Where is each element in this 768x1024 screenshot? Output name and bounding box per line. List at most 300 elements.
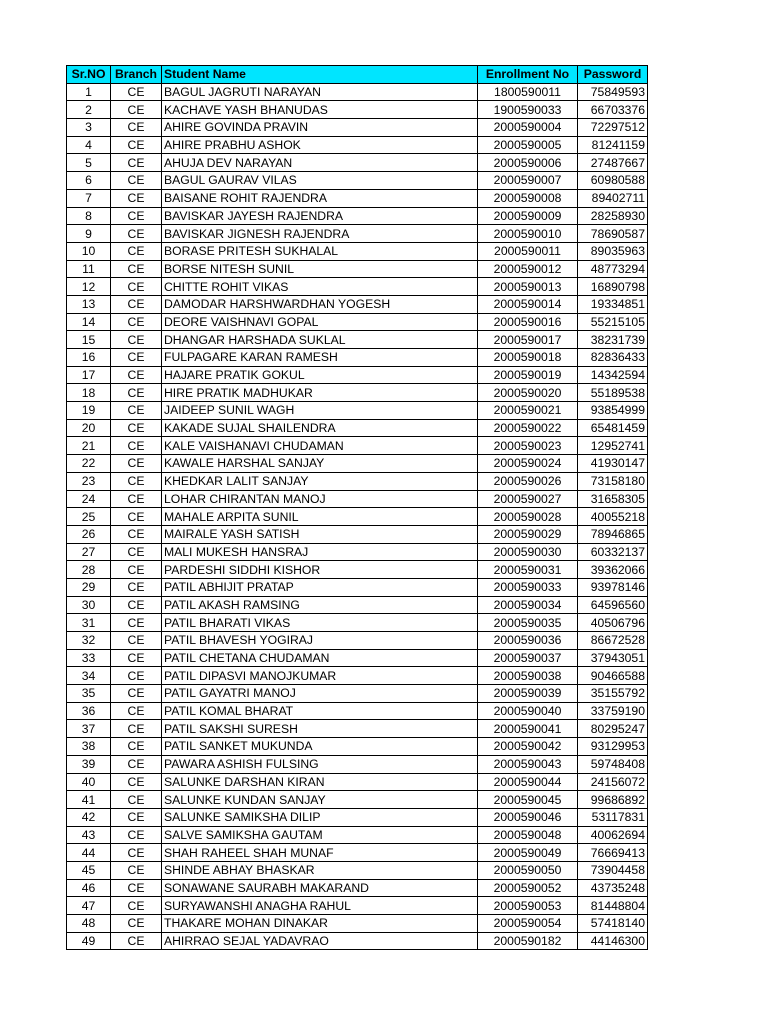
sr-no-cell: 14 — [67, 313, 111, 331]
branch-cell: CE — [111, 826, 162, 844]
table-row — [67, 702, 648, 720]
branch-cell: CE — [111, 189, 162, 207]
branch-cell: CE — [111, 720, 162, 738]
table-row — [67, 402, 648, 420]
student-name-cell: KACHAVE YASH BHANUDAS — [162, 101, 478, 119]
branch-cell: CE — [111, 154, 162, 172]
student-name-cell: JAIDEEP SUNIL WAGH — [162, 402, 478, 420]
sr-no-cell: 6 — [67, 172, 111, 190]
branch-cell: CE — [111, 349, 162, 367]
student-name-cell: PATIL AKASH RAMSING — [162, 596, 478, 614]
sr-no-cell: 23 — [67, 472, 111, 490]
enrollment-no-cell: 2000590022 — [478, 419, 578, 437]
table-row — [67, 472, 648, 490]
sr-no-cell: 30 — [67, 596, 111, 614]
student-name-cell: PAWARA ASHISH FULSING — [162, 755, 478, 773]
branch-cell: CE — [111, 295, 162, 313]
enrollment-no-cell: 2000590050 — [478, 861, 578, 879]
sr-no-cell: 45 — [67, 861, 111, 879]
table-row — [67, 278, 648, 296]
password-cell: 40062694 — [578, 826, 648, 844]
student-name-cell: MAHALE ARPITA SUNIL — [162, 508, 478, 526]
sr-no-cell: 31 — [67, 614, 111, 632]
branch-cell: CE — [111, 879, 162, 897]
table-row — [67, 119, 648, 137]
student-table — [66, 65, 648, 950]
branch-cell: CE — [111, 897, 162, 915]
table-row — [67, 543, 648, 561]
password-cell: 35155792 — [578, 685, 648, 703]
branch-cell: CE — [111, 791, 162, 809]
student-name-cell: AHIRE GOVINDA PRAVIN — [162, 119, 478, 137]
password-cell: 59748408 — [578, 755, 648, 773]
sr-no-cell: 39 — [67, 755, 111, 773]
sr-no-cell: 3 — [67, 119, 111, 137]
branch-cell: CE — [111, 260, 162, 278]
sr-no-cell: 4 — [67, 136, 111, 154]
password-cell: 80295247 — [578, 720, 648, 738]
table-row — [67, 136, 648, 154]
enrollment-no-cell: 2000590016 — [478, 313, 578, 331]
sr-no-cell: 19 — [67, 402, 111, 420]
password-cell: 37943051 — [578, 649, 648, 667]
table-row — [67, 83, 648, 101]
sr-no-cell: 44 — [67, 844, 111, 862]
password-cell: 41930147 — [578, 455, 648, 473]
sr-no-cell: 13 — [67, 295, 111, 313]
student-name-cell: PATIL GAYATRI MANOJ — [162, 685, 478, 703]
password-cell: 31658305 — [578, 490, 648, 508]
sr-no-cell: 37 — [67, 720, 111, 738]
student-name-cell: SALUNKE DARSHAN KIRAN — [162, 773, 478, 791]
password-cell: 43735248 — [578, 879, 648, 897]
table-row — [67, 755, 648, 773]
sr-no-cell: 18 — [67, 384, 111, 402]
branch-cell: CE — [111, 561, 162, 579]
student-name-cell: KAWALE HARSHAL SANJAY — [162, 455, 478, 473]
table-row — [67, 508, 648, 526]
branch-cell: CE — [111, 437, 162, 455]
student-name-cell: PATIL ABHIJIT PRATAP — [162, 578, 478, 596]
sr-no-cell: 28 — [67, 561, 111, 579]
student-name-cell: CHITTE ROHIT VIKAS — [162, 278, 478, 296]
enrollment-no-cell: 2000590041 — [478, 720, 578, 738]
table-row — [67, 260, 648, 278]
sr-no-cell: 48 — [67, 915, 111, 933]
sr-no-cell: 35 — [67, 685, 111, 703]
table-row — [67, 932, 648, 950]
sr-no-cell: 9 — [67, 225, 111, 243]
sr-no-cell: 10 — [67, 242, 111, 260]
table-row — [67, 189, 648, 207]
student-name-cell: DHANGAR HARSHADA SUKLAL — [162, 331, 478, 349]
student-name-cell: PATIL CHETANA CHUDAMAN — [162, 649, 478, 667]
password-cell: 99686892 — [578, 791, 648, 809]
sr-no-cell: 32 — [67, 632, 111, 650]
password-cell: 90466588 — [578, 667, 648, 685]
sr-no-cell: 22 — [67, 455, 111, 473]
enrollment-no-cell: 2000590014 — [478, 295, 578, 313]
table-row — [67, 738, 648, 756]
student-name-cell: SURYAWANSHI ANAGHA RAHUL — [162, 897, 478, 915]
branch-cell: CE — [111, 455, 162, 473]
enrollment-no-cell: 2000590009 — [478, 207, 578, 225]
table-row — [67, 313, 648, 331]
password-cell: 60980588 — [578, 172, 648, 190]
password-cell: 73158180 — [578, 472, 648, 490]
branch-cell: CE — [111, 773, 162, 791]
student-name-cell: SHINDE ABHAY BHASKAR — [162, 861, 478, 879]
sr-no-cell: 29 — [67, 578, 111, 596]
password-cell: 16890798 — [578, 278, 648, 296]
table-row — [67, 242, 648, 260]
enrollment-no-cell: 2000590006 — [478, 154, 578, 172]
table-row — [67, 596, 648, 614]
table-row — [67, 490, 648, 508]
student-name-cell: PATIL DIPASVI MANOJKUMAR — [162, 667, 478, 685]
password-cell: 65481459 — [578, 419, 648, 437]
password-cell: 73904458 — [578, 861, 648, 879]
password-cell: 66703376 — [578, 101, 648, 119]
password-cell: 93129953 — [578, 738, 648, 756]
password-cell: 33759190 — [578, 702, 648, 720]
table-row — [67, 154, 648, 172]
sr-no-cell: 25 — [67, 508, 111, 526]
table-row — [67, 295, 648, 313]
password-cell: 39362066 — [578, 561, 648, 579]
header-row — [67, 66, 648, 84]
student-name-cell: SALVE SAMIKSHA GAUTAM — [162, 826, 478, 844]
password-cell: 53117831 — [578, 808, 648, 826]
branch-cell: CE — [111, 313, 162, 331]
student-name-cell: LOHAR CHIRANTAN MANOJ — [162, 490, 478, 508]
student-name-cell: KALE VAISHANAVI CHUDAMAN — [162, 437, 478, 455]
table-row — [67, 561, 648, 579]
enrollment-no-cell: 2000590040 — [478, 702, 578, 720]
enrollment-no-cell: 2000590039 — [478, 685, 578, 703]
password-cell: 57418140 — [578, 915, 648, 933]
password-cell: 93978146 — [578, 578, 648, 596]
branch-cell: CE — [111, 119, 162, 137]
enrollment-no-cell: 1800590011 — [478, 83, 578, 101]
table-row — [67, 649, 648, 667]
enrollment-no-cell: 2000590012 — [478, 260, 578, 278]
branch-cell: CE — [111, 472, 162, 490]
enrollment-no-cell: 2000590043 — [478, 755, 578, 773]
header-password: Password — [578, 66, 648, 84]
table-row — [67, 632, 648, 650]
branch-cell: CE — [111, 225, 162, 243]
branch-cell: CE — [111, 402, 162, 420]
sr-no-cell: 5 — [67, 154, 111, 172]
password-cell: 78946865 — [578, 525, 648, 543]
student-name-cell: AHIRRAO SEJAL YADAVRAO — [162, 932, 478, 950]
sr-no-cell: 1 — [67, 83, 111, 101]
student-name-cell: DAMODAR HARSHWARDHAN YOGESH — [162, 295, 478, 313]
sr-no-cell: 16 — [67, 349, 111, 367]
sr-no-cell: 43 — [67, 826, 111, 844]
branch-cell: CE — [111, 543, 162, 561]
password-cell: 72297512 — [578, 119, 648, 137]
password-cell: 19334851 — [578, 295, 648, 313]
enrollment-no-cell: 2000590054 — [478, 915, 578, 933]
branch-cell: CE — [111, 419, 162, 437]
student-name-cell: BAISANE ROHIT RAJENDRA — [162, 189, 478, 207]
table-row — [67, 207, 648, 225]
header-enrollment-no: Enrollment No — [478, 66, 578, 84]
branch-cell: CE — [111, 738, 162, 756]
password-cell: 40506796 — [578, 614, 648, 632]
enrollment-no-cell: 2000590036 — [478, 632, 578, 650]
table-row — [67, 897, 648, 915]
sr-no-cell: 38 — [67, 738, 111, 756]
password-cell: 14342594 — [578, 366, 648, 384]
table-row — [67, 614, 648, 632]
table-row — [67, 419, 648, 437]
password-cell: 44146300 — [578, 932, 648, 950]
sr-no-cell: 20 — [67, 419, 111, 437]
enrollment-no-cell: 2000590007 — [478, 172, 578, 190]
password-cell: 81448804 — [578, 897, 648, 915]
branch-cell: CE — [111, 384, 162, 402]
branch-cell: CE — [111, 632, 162, 650]
table-row — [67, 861, 648, 879]
branch-cell: CE — [111, 808, 162, 826]
student-name-cell: PARDESHI SIDDHI KISHOR — [162, 561, 478, 579]
branch-cell: CE — [111, 490, 162, 508]
branch-cell: CE — [111, 755, 162, 773]
student-name-cell: AHIRE PRABHU ASHOK — [162, 136, 478, 154]
student-name-cell: SONAWANE SAURABH MAKARAND — [162, 879, 478, 897]
branch-cell: CE — [111, 861, 162, 879]
branch-cell: CE — [111, 508, 162, 526]
enrollment-no-cell: 2000590019 — [478, 366, 578, 384]
table-row — [67, 720, 648, 738]
sr-no-cell: 27 — [67, 543, 111, 561]
branch-cell: CE — [111, 136, 162, 154]
branch-cell: CE — [111, 667, 162, 685]
branch-cell: CE — [111, 596, 162, 614]
sr-no-cell: 49 — [67, 932, 111, 950]
student-name-cell: HIRE PRATIK MADHUKAR — [162, 384, 478, 402]
enrollment-no-cell: 2000590030 — [478, 543, 578, 561]
password-cell: 64596560 — [578, 596, 648, 614]
password-cell: 89402711 — [578, 189, 648, 207]
branch-cell: CE — [111, 649, 162, 667]
enrollment-no-cell: 2000590044 — [478, 773, 578, 791]
student-name-cell: BAVISKAR JIGNESH RAJENDRA — [162, 225, 478, 243]
branch-cell: CE — [111, 278, 162, 296]
enrollment-no-cell: 2000590023 — [478, 437, 578, 455]
branch-cell: CE — [111, 685, 162, 703]
sr-no-cell: 34 — [67, 667, 111, 685]
enrollment-no-cell: 2000590045 — [478, 791, 578, 809]
table-row — [67, 667, 648, 685]
password-cell: 55189538 — [578, 384, 648, 402]
branch-cell: CE — [111, 331, 162, 349]
header-sr-no: Sr.NO — [67, 66, 111, 84]
sr-no-cell: 36 — [67, 702, 111, 720]
enrollment-no-cell: 2000590042 — [478, 738, 578, 756]
enrollment-no-cell: 2000590031 — [478, 561, 578, 579]
student-name-cell: FULPAGARE KARAN RAMESH — [162, 349, 478, 367]
table-row — [67, 366, 648, 384]
student-name-cell: PATIL KOMAL BHARAT — [162, 702, 478, 720]
enrollment-no-cell: 2000590013 — [478, 278, 578, 296]
student-name-cell: BAGUL GAURAV VILAS — [162, 172, 478, 190]
branch-cell: CE — [111, 366, 162, 384]
password-cell: 89035963 — [578, 242, 648, 260]
student-sheet — [66, 65, 648, 950]
table-row — [67, 172, 648, 190]
sr-no-cell: 47 — [67, 897, 111, 915]
table-body — [67, 83, 648, 950]
branch-cell: CE — [111, 207, 162, 225]
table-row — [67, 826, 648, 844]
table-row — [67, 349, 648, 367]
branch-cell: CE — [111, 915, 162, 933]
sr-no-cell: 24 — [67, 490, 111, 508]
sr-no-cell: 2 — [67, 101, 111, 119]
branch-cell: CE — [111, 702, 162, 720]
sr-no-cell: 42 — [67, 808, 111, 826]
sr-no-cell: 15 — [67, 331, 111, 349]
enrollment-no-cell: 2000590049 — [478, 844, 578, 862]
password-cell: 78690587 — [578, 225, 648, 243]
student-name-cell: PATIL BHARATI VIKAS — [162, 614, 478, 632]
enrollment-no-cell: 2000590005 — [478, 136, 578, 154]
enrollment-no-cell: 2000590020 — [478, 384, 578, 402]
student-name-cell: PATIL SAKSHI SURESH — [162, 720, 478, 738]
enrollment-no-cell: 2000590024 — [478, 455, 578, 473]
password-cell: 93854999 — [578, 402, 648, 420]
branch-cell: CE — [111, 242, 162, 260]
enrollment-no-cell: 2000590053 — [478, 897, 578, 915]
sr-no-cell: 40 — [67, 773, 111, 791]
student-name-cell: KHEDKAR LALIT SANJAY — [162, 472, 478, 490]
enrollment-no-cell: 2000590034 — [478, 596, 578, 614]
sr-no-cell: 21 — [67, 437, 111, 455]
table-row — [67, 773, 648, 791]
table-row — [67, 384, 648, 402]
sr-no-cell: 46 — [67, 879, 111, 897]
enrollment-no-cell: 2000590038 — [478, 667, 578, 685]
enrollment-no-cell: 2000590026 — [478, 472, 578, 490]
table-row — [67, 101, 648, 119]
student-name-cell: SALUNKE SAMIKSHA DILIP — [162, 808, 478, 826]
password-cell: 48773294 — [578, 260, 648, 278]
header-branch: Branch — [111, 66, 162, 84]
sr-no-cell: 26 — [67, 525, 111, 543]
branch-cell: CE — [111, 614, 162, 632]
sr-no-cell: 33 — [67, 649, 111, 667]
sr-no-cell: 8 — [67, 207, 111, 225]
table-row — [67, 225, 648, 243]
table-row — [67, 455, 648, 473]
table-row — [67, 915, 648, 933]
password-cell: 24156072 — [578, 773, 648, 791]
branch-cell: CE — [111, 525, 162, 543]
student-name-cell: BAVISKAR JAYESH RAJENDRA — [162, 207, 478, 225]
student-name-cell: HAJARE PRATIK GOKUL — [162, 366, 478, 384]
branch-cell: CE — [111, 844, 162, 862]
student-name-cell: BORASE PRITESH SUKHALAL — [162, 242, 478, 260]
enrollment-no-cell: 2000590037 — [478, 649, 578, 667]
student-name-cell: KAKADE SUJAL SHAILENDRA — [162, 419, 478, 437]
student-name-cell: SALUNKE KUNDAN SANJAY — [162, 791, 478, 809]
password-cell: 81241159 — [578, 136, 648, 154]
password-cell: 76669413 — [578, 844, 648, 862]
table-row — [67, 791, 648, 809]
student-name-cell: MAIRALE YASH SATISH — [162, 525, 478, 543]
table-row — [67, 808, 648, 826]
password-cell: 82836433 — [578, 349, 648, 367]
student-name-cell: BORSE NITESH SUNIL — [162, 260, 478, 278]
sr-no-cell: 17 — [67, 366, 111, 384]
table-row — [67, 331, 648, 349]
password-cell: 27487667 — [578, 154, 648, 172]
table-row — [67, 525, 648, 543]
password-cell: 28258930 — [578, 207, 648, 225]
password-cell: 55215105 — [578, 313, 648, 331]
enrollment-no-cell: 2000590182 — [478, 932, 578, 950]
enrollment-no-cell: 1900590033 — [478, 101, 578, 119]
enrollment-no-cell: 2000590033 — [478, 578, 578, 596]
enrollment-no-cell: 2000590048 — [478, 826, 578, 844]
enrollment-no-cell: 2000590021 — [478, 402, 578, 420]
student-name-cell: PATIL SANKET MUKUNDA — [162, 738, 478, 756]
branch-cell: CE — [111, 101, 162, 119]
password-cell: 60332137 — [578, 543, 648, 561]
branch-cell: CE — [111, 83, 162, 101]
student-name-cell: BAGUL JAGRUTI NARAYAN — [162, 83, 478, 101]
enrollment-no-cell: 2000590010 — [478, 225, 578, 243]
password-cell: 12952741 — [578, 437, 648, 455]
enrollment-no-cell: 2000590027 — [478, 490, 578, 508]
branch-cell: CE — [111, 578, 162, 596]
password-cell: 40055218 — [578, 508, 648, 526]
student-name-cell: SHAH RAHEEL SHAH MUNAF — [162, 844, 478, 862]
sr-no-cell: 12 — [67, 278, 111, 296]
sr-no-cell: 11 — [67, 260, 111, 278]
enrollment-no-cell: 2000590017 — [478, 331, 578, 349]
sr-no-cell: 41 — [67, 791, 111, 809]
enrollment-no-cell: 2000590046 — [478, 808, 578, 826]
student-name-cell: MALI MUKESH HANSRAJ — [162, 543, 478, 561]
enrollment-no-cell: 2000590004 — [478, 119, 578, 137]
password-cell: 75849593 — [578, 83, 648, 101]
enrollment-no-cell: 2000590011 — [478, 242, 578, 260]
branch-cell: CE — [111, 172, 162, 190]
enrollment-no-cell: 2000590018 — [478, 349, 578, 367]
enrollment-no-cell: 2000590029 — [478, 525, 578, 543]
enrollment-no-cell: 2000590052 — [478, 879, 578, 897]
enrollment-no-cell: 2000590035 — [478, 614, 578, 632]
password-cell: 38231739 — [578, 331, 648, 349]
table-row — [67, 685, 648, 703]
student-name-cell: DEORE VAISHNAVI GOPAL — [162, 313, 478, 331]
table-row — [67, 437, 648, 455]
branch-cell: CE — [111, 932, 162, 950]
table-row — [67, 578, 648, 596]
enrollment-no-cell: 2000590028 — [478, 508, 578, 526]
student-name-cell: AHUJA DEV NARAYAN — [162, 154, 478, 172]
sr-no-cell: 7 — [67, 189, 111, 207]
student-name-cell: THAKARE MOHAN DINAKAR — [162, 915, 478, 933]
student-name-cell: PATIL BHAVESH YOGIRAJ — [162, 632, 478, 650]
enrollment-no-cell: 2000590008 — [478, 189, 578, 207]
table-row — [67, 879, 648, 897]
